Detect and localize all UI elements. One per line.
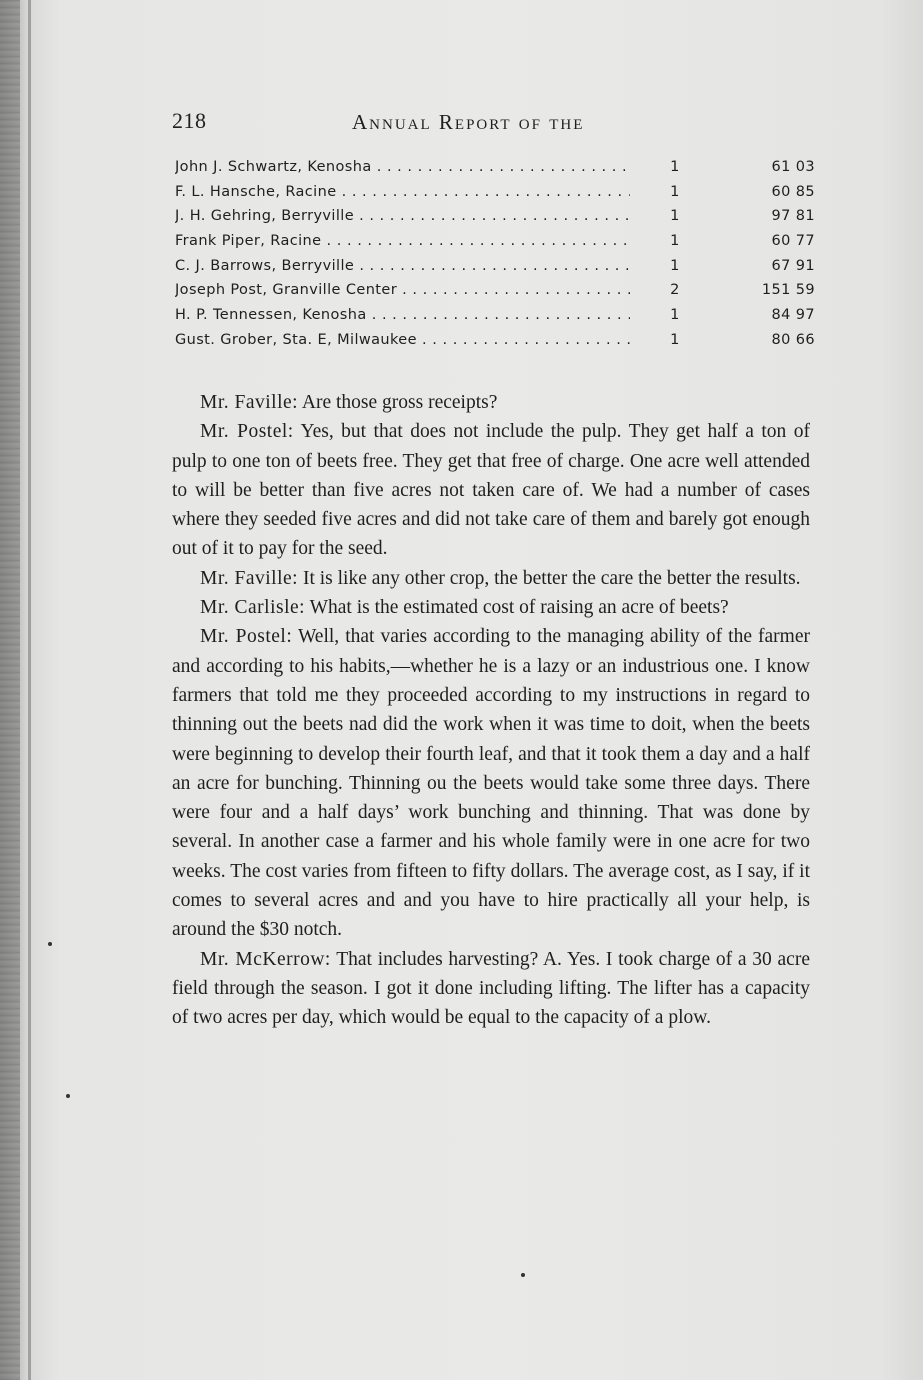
table-row	[175, 304, 815, 329]
print-speck	[66, 1094, 70, 1098]
paragraph-text: Well, that varies according to the managing ability of the farmer and according to his habits,—whether he is a lazy or an industrious one. I know farmers that told me they proceeded according to my instructions in regard to thinning out the beets nad did the work when it was time to doit, when the beets were beginning to develop their fourth leaf, and that it took them a day and a half an acre for bunching. Thinning ou the beets would take some three days. There were four and a half days’ work bunching and thinning. That was done by several. In another case a farmer and his whole family were in one acre for two weeks. The cost varies from fifteen to fifty dollars. The average cost, as I say, if it comes to several acres and and you have to hire practically all your help, is around the $30 notch.	[172, 626, 810, 941]
page-binding-edge	[0, 0, 20, 1380]
table-row	[175, 255, 815, 280]
paragraph-text: That includes harvesting? A. Yes. I took charge of a 30 acre field through the season. I got it done including lifting. The lifter has a capacity of two acres per day, which would be equal to the capacity of a plow.	[172, 948, 810, 1029]
table-row	[175, 230, 815, 255]
grower-name: J. H. Gehring, Berryville . . .	[175, 205, 630, 227]
discussion-text	[172, 388, 810, 1033]
speaker-name: Mr. McKerrow:	[200, 948, 331, 970]
receipt-amount: 84 97	[771, 307, 815, 324]
print-speck	[521, 1273, 525, 1277]
grower-name: John J. Schwartz, Kenosha . . .	[175, 156, 630, 178]
speaker-name: Mr. Postel:	[200, 626, 293, 648]
acre-count: 1	[670, 331, 680, 348]
acre-count: 2	[670, 282, 680, 299]
paragraph	[172, 564, 810, 593]
speaker-name: Mr. Faville:	[200, 567, 299, 589]
page-number: 218	[172, 108, 207, 133]
running-title: Annual Report of the	[352, 110, 585, 134]
paragraph-text: Yes, but that does not include the pulp. They get half a ton of pulp to one ton of beets free. They get that free of charge. One acre well attended to will be better than five acres not taken care of. We had a number of cases where they seeded five acres and did not take care of them and barely got enough out of it to pay for the seed.	[172, 421, 811, 560]
paragraph	[172, 593, 810, 622]
paragraph	[172, 417, 810, 563]
acre-count: 1	[670, 307, 680, 324]
grower-name: C. J. Barrows, Berryville . . .	[175, 255, 630, 277]
receipt-amount: 80 66	[771, 331, 815, 348]
paragraph-text: It is like any other crop, the better the care the better the results.	[302, 567, 801, 589]
paragraph	[172, 945, 810, 1033]
page-binding-line	[28, 0, 31, 1380]
paragraph-text: Are those gross receipts?	[301, 392, 498, 413]
acre-count: 1	[670, 208, 680, 225]
table-row	[175, 205, 815, 230]
acre-count: 1	[670, 233, 680, 250]
speaker-name: Mr. Faville:	[200, 392, 299, 413]
receipt-amount: 60 85	[771, 183, 815, 200]
receipt-amount: 151 59	[761, 282, 815, 299]
page-header	[172, 108, 812, 138]
receipts-table	[175, 156, 815, 354]
grower-name: H. P. Tennessen, Kenosha . . .	[175, 304, 630, 326]
grower-name: F. L. Hansche, Racine . . .	[175, 181, 630, 203]
acre-count: 1	[670, 183, 680, 200]
receipt-amount: 60 77	[771, 233, 815, 250]
table-row	[175, 156, 815, 181]
speaker-name: Mr. Postel:	[200, 421, 294, 443]
grower-name: Gust. Grober, Sta. E, Milwaukee . . .	[175, 329, 630, 351]
table-row	[175, 329, 815, 354]
grower-name: Joseph Post, Granville Center . . .	[175, 279, 630, 301]
acre-count: 1	[670, 257, 680, 274]
paragraph	[172, 622, 810, 944]
speaker-name: Mr. Carlisle:	[200, 597, 306, 619]
paragraph	[172, 388, 810, 417]
grower-name: Frank Piper, Racine . . .	[175, 230, 630, 252]
paragraph-text: What is the estimated cost of raising an acre of beets?	[309, 597, 729, 619]
table-row	[175, 279, 815, 304]
receipt-amount: 67 91	[771, 257, 815, 274]
receipt-amount: 61 03	[771, 159, 815, 175]
table-row	[175, 181, 815, 206]
receipt-amount: 97 81	[771, 208, 815, 225]
acre-count: 1	[670, 159, 680, 175]
print-speck	[48, 942, 52, 946]
